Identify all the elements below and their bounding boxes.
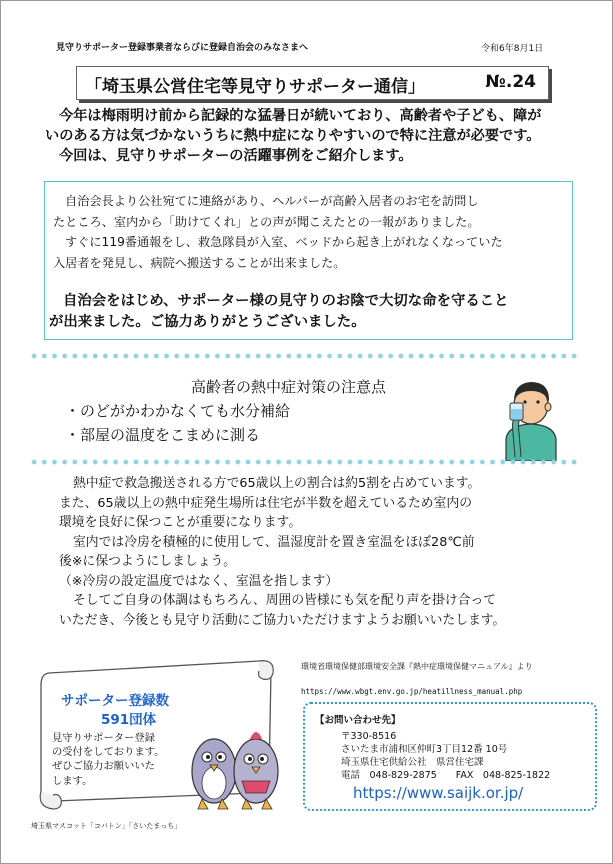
advice-line: 後※に保つようにしましょう。 <box>59 554 237 569</box>
advice-line: 環境を良好に保つことが重要になります。 <box>59 515 302 530</box>
contact-address: さいたま市浦和区仲町3丁目12番 10号 <box>341 744 508 755</box>
heat-section-title: 高齢者の熱中症対策の注意点 <box>191 378 387 396</box>
contact-org: 埼玉県住宅供給公社 県営住宅課 <box>341 757 484 768</box>
thanks-line: が出来ました。ご協力ありがとうございました。 <box>49 314 366 330</box>
advice-line: （※冷房の設定温度ではなく、室温を指します） <box>59 573 339 589</box>
contact-box <box>303 702 597 811</box>
dotted-divider <box>29 353 581 359</box>
thanks-line: 自治会をはじめ、サポーター様の見守りのお陰で大切な命を守ること <box>63 293 509 309</box>
newsletter-title: 「埼玉県公営住宅等見守りサポーター通信」 <box>85 77 425 97</box>
mascot-illustration <box>184 713 284 813</box>
advice-line: 熱中症で救急搬送される方で65歳以上の割合は約5割を占めています。 <box>73 476 481 491</box>
advice-line: そしてご自身の体調はもちろん、周囲の皆様にも気を配り声を掛け合って <box>73 593 497 608</box>
message-line: します。 <box>52 774 93 787</box>
reference-source: 環境省環境保健部環境安全課『熱中症環境保健マニュアル』より <box>301 662 533 671</box>
mascot-caption: 埼玉県マスコット「コバトン」「さいたまっち」 <box>31 822 182 830</box>
message-line: 見守りサポーター登録 <box>52 732 155 744</box>
advice-line: 室内では冷房を積極的に使用して、温湿度計を置き室温をほぼ28℃前 <box>73 534 475 550</box>
message-line: ぜひご協力お願いいた <box>52 760 155 773</box>
intro-line: 今年は梅雨明け前から記録的な猛暑日が続いており、高齢者や子ども、障が <box>59 108 542 124</box>
intro-line: 今回は、見守りサポーターの活躍事例をご紹介します。 <box>59 148 413 164</box>
case-line: すぐに119番通報をし、救急隊員が入室、ベッドから起き上がれなくなっていた <box>65 235 503 249</box>
case-line: たところ、室内から「助けてくれ」との声が聞こえたとの一報がありました。 <box>53 214 480 229</box>
heat-tip: ・のどがかわかなくても水分補給 <box>65 402 291 420</box>
advice-line: いただき、今後とも見守り活動にご協力いただけますようお願いいたします。 <box>59 612 506 628</box>
heatstroke-advice <box>59 474 579 630</box>
supporter-count-title: サポーター登録数 <box>61 693 169 709</box>
thanks-message <box>49 291 574 333</box>
case-line: 入居者を発見し、病院へ搬送することが出来ました。 <box>53 255 346 270</box>
contact-website-link[interactable]: https://www.saijk.or.jp/ <box>353 784 524 802</box>
contact-postal: 〒330-8516 <box>341 731 397 742</box>
registration-message <box>52 731 164 788</box>
intro-line: いのある方は気づかないうちに熱中症になりやすいので特に注意が必要です。 <box>45 128 541 144</box>
dotted-divider <box>29 459 581 465</box>
message-line: の受付をしております。 <box>52 746 165 759</box>
advice-line: また、65歳以上の熱中症発生場所は住宅が半数を超えているため室内の <box>59 495 472 511</box>
contact-phone: 電話 048-829-2875 FAX 048-825-1822 <box>341 770 551 781</box>
supporter-count-value: 591団体 <box>101 712 157 728</box>
case-report <box>53 191 563 273</box>
issue-date: 令和6年8月1日 <box>481 44 544 54</box>
title-banner <box>76 66 549 100</box>
reference-url[interactable]: https://www.wbgt.env.go.jp/heatillness_manual.php <box>301 687 523 696</box>
contact-title: 【お問い合わせ先】 <box>315 715 401 726</box>
addressee-line: 見守りサポーター登録事業者ならびに登録自治会のみなさまへ <box>56 43 309 53</box>
issue-number: №.24 <box>485 72 536 92</box>
heat-tip: ・部屋の温度をこまめに測る <box>65 426 261 444</box>
intro-paragraph <box>45 106 579 166</box>
drinking-water-illustration <box>498 369 564 461</box>
case-line: 自治会長より公社宛てに連絡があり、ヘルパーが高齢入居者のお宅を訪問し <box>65 194 479 208</box>
